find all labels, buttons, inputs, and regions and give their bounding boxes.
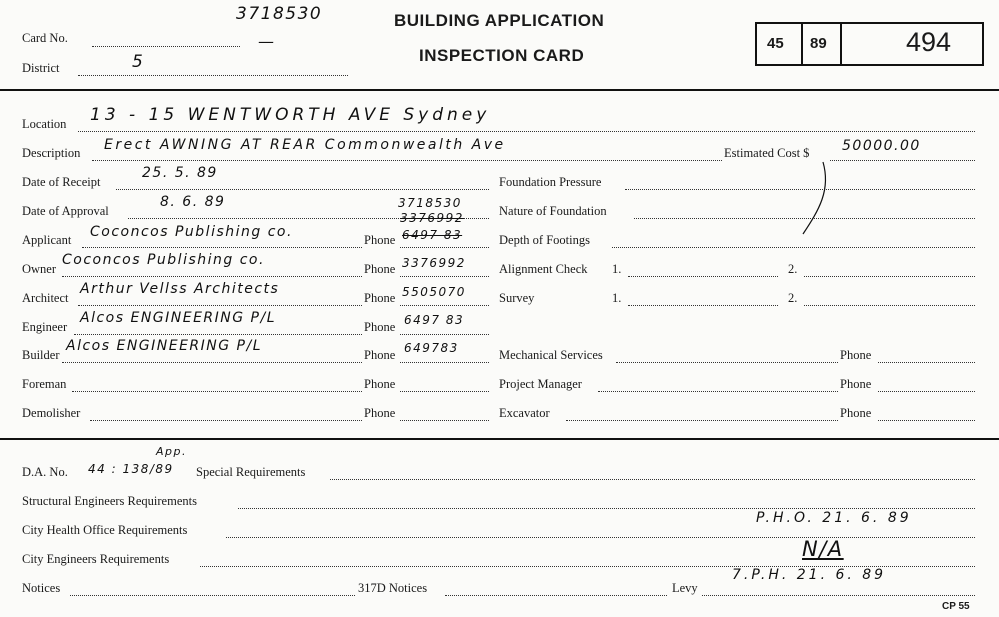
city-health-label: City Health Office Requirements (22, 523, 188, 537)
engineer-phone-label: Phone (364, 320, 396, 334)
foreman-phone-line (400, 391, 489, 392)
excavator-label: Excavator (499, 406, 550, 420)
mechanical-services-label: Mechanical Services (499, 348, 603, 362)
depth-footings-label: Depth of Footings (499, 233, 590, 247)
demolisher-phone-line (400, 420, 489, 421)
nature-foundation-label: Nature of Foundation (499, 204, 607, 218)
date-receipt-line (116, 189, 489, 190)
card-box-divider-1 (801, 24, 803, 64)
excavator-phone-line (878, 420, 975, 421)
owner-phone-value: 3376992 (402, 256, 466, 270)
city-health-line (226, 537, 975, 538)
survey-2-line (804, 305, 975, 306)
city-engineers-value: N/A (802, 537, 844, 561)
foreman-phone-label: Phone (364, 377, 396, 391)
levy-value: 7.P.H. 21. 6. 89 (732, 567, 887, 583)
date-receipt-value: 25. 5. 89 (142, 165, 218, 181)
form-title-line1: BUILDING APPLICATION (394, 11, 605, 30)
excavator-phone-label: Phone (840, 406, 872, 420)
builder-line (62, 362, 362, 363)
owner-line (62, 276, 362, 277)
excavator-line (566, 420, 838, 421)
date-receipt-label: Date of Receipt (22, 175, 101, 189)
applicant-value: Coconcos Publishing co. (90, 224, 293, 240)
form-title-line2: INSPECTION CARD (419, 46, 585, 65)
cost-pen-stroke (795, 160, 835, 240)
architect-value: Arthur Vellss Architects (80, 281, 280, 297)
owner-phone-line (400, 276, 489, 277)
notices-317d-line (445, 595, 667, 596)
da-no-note: App. (156, 445, 187, 458)
architect-line (78, 305, 362, 306)
city-health-value: P.H.O. 21. 6. 89 (756, 510, 912, 526)
card-box-b: 89 (810, 35, 827, 52)
applicant-phone-note1: 3718530 (398, 196, 462, 210)
card-box-number: 494 (906, 27, 952, 57)
special-requirements-label: Special Requirements (196, 465, 306, 479)
architect-phone-value: 5505070 (402, 285, 466, 299)
project-manager-label: Project Manager (499, 377, 582, 391)
survey-2-label: 2. (788, 291, 798, 305)
notices-317d-label: 317D Notices (358, 581, 428, 595)
da-no-value: 44 : 138/89 (88, 462, 174, 476)
card-box-divider-2 (840, 24, 842, 64)
card-no-dash: — (258, 32, 276, 51)
location-label: Location (22, 117, 67, 131)
engineer-line (74, 334, 362, 335)
applicant-phone-note2: 3376992 (400, 211, 464, 225)
builder-phone-label: Phone (364, 348, 396, 362)
builder-phone-value: 649783 (404, 341, 459, 355)
depth-footings-line (612, 247, 975, 248)
engineer-phone-line (400, 334, 489, 335)
alignment-2-label: 2. (788, 262, 798, 276)
estimated-cost-value: 50000.00 (842, 138, 921, 154)
applicant-line (82, 247, 362, 248)
foreman-line (72, 391, 362, 392)
special-requirements-line (330, 479, 975, 480)
date-approval-label: Date of Approval (22, 204, 109, 218)
builder-label: Builder (22, 348, 60, 362)
header-rule (0, 89, 999, 91)
location-value: 13 - 15 WENTWORTH AVE Sydney (90, 105, 491, 125)
alignment-check-label: Alignment Check (499, 262, 588, 276)
description-label: Description (22, 146, 81, 160)
engineer-phone-value: 6497 83 (404, 313, 465, 327)
architect-phone-label: Phone (364, 291, 396, 305)
notices-label: Notices (22, 581, 61, 595)
survey-1-line (628, 305, 778, 306)
survey-1-label: 1. (612, 291, 622, 305)
foundation-pressure-label: Foundation Pressure (499, 175, 602, 189)
builder-value: Alcos ENGINEERING P/L (66, 338, 263, 354)
description-value: Erect AWNING AT REAR Commonwealth Ave (104, 137, 506, 153)
notices-line (70, 595, 355, 596)
demolisher-label: Demolisher (22, 406, 81, 420)
survey-label: Survey (499, 291, 535, 305)
mechanical-phone-line (878, 362, 975, 363)
applicant-label: Applicant (22, 233, 72, 247)
mechanical-services-line (616, 362, 838, 363)
project-manager-phone-label: Phone (840, 377, 872, 391)
owner-label: Owner (22, 262, 57, 276)
district-line (78, 75, 348, 76)
builder-phone-line (400, 362, 489, 363)
owner-value: Coconcos Publishing co. (62, 252, 265, 268)
applicant-phone-line (400, 247, 489, 248)
card-box-a: 45 (767, 35, 784, 52)
card-no-line (92, 46, 240, 47)
location-line (78, 131, 975, 132)
project-manager-phone-line (878, 391, 975, 392)
city-engineers-label: City Engineers Requirements (22, 552, 170, 566)
architect-label: Architect (22, 291, 69, 305)
estimated-cost-label: Estimated Cost $ (724, 146, 810, 160)
card-no-label: Card No. (22, 31, 68, 45)
mechanical-phone-label: Phone (840, 348, 872, 362)
card-no-value: 3718530 (236, 4, 323, 24)
foreman-label: Foreman (22, 377, 67, 391)
demolisher-phone-label: Phone (364, 406, 396, 420)
structural-requirements-line (238, 508, 975, 509)
da-no-label: D.A. No. (22, 465, 68, 479)
project-manager-line (598, 391, 838, 392)
requirements-rule (0, 438, 999, 440)
district-label: District (22, 61, 60, 75)
applicant-phone-value: 6497 83 (402, 228, 463, 242)
owner-phone-label: Phone (364, 262, 396, 276)
engineer-label: Engineer (22, 320, 68, 334)
alignment-1-line (628, 276, 778, 277)
architect-phone-line (400, 305, 489, 306)
description-line (92, 160, 722, 161)
date-approval-value: 8. 6. 89 (160, 194, 226, 210)
structural-requirements-label: Structural Engineers Requirements (22, 494, 197, 508)
alignment-2-line (804, 276, 975, 277)
applicant-phone-label: Phone (364, 233, 396, 247)
levy-label: Levy (672, 581, 698, 595)
demolisher-line (90, 420, 362, 421)
district-value: 5 (132, 52, 145, 72)
alignment-1-label: 1. (612, 262, 622, 276)
levy-line (702, 595, 975, 596)
estimated-cost-line (830, 160, 975, 161)
form-code: CP 55 (942, 601, 970, 612)
engineer-value: Alcos ENGINEERING P/L (80, 310, 277, 326)
